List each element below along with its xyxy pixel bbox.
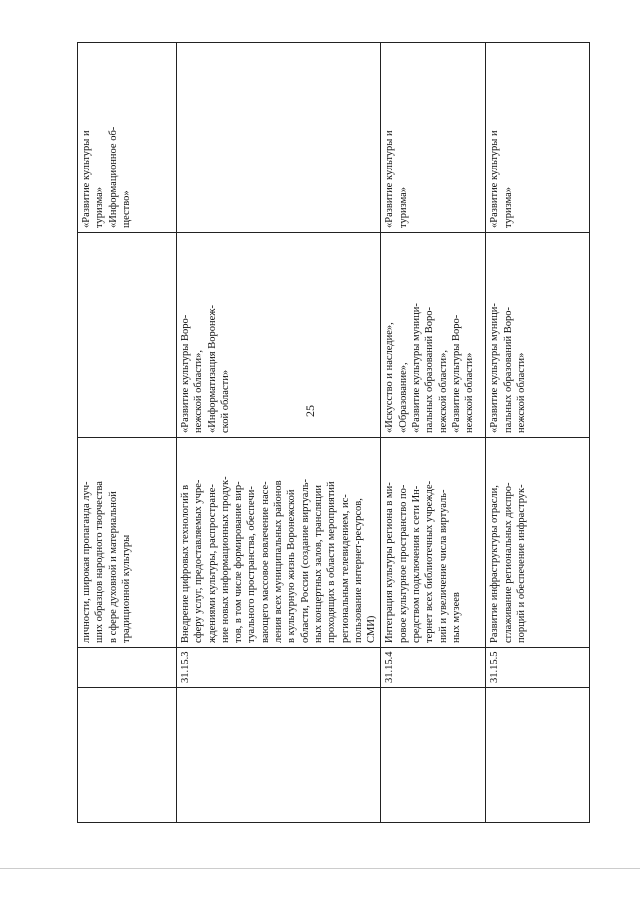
cell-text-line: «Развитие культуры и [81, 130, 92, 228]
cell-code: 31.15.3 [177, 648, 381, 688]
cell-text-line: туального пространства, обеспечи- [246, 486, 258, 643]
cell-code: 31.15.4 [381, 648, 486, 688]
cell-text-line: пальных образований Воро- [424, 307, 436, 433]
cell-text-line: туризма» [502, 186, 514, 228]
cell-blank [177, 688, 381, 823]
cell-text-line: тов, в том числе формирование вир- [233, 481, 245, 643]
table-row [177, 43, 381, 823]
cell-text-line: туризма» [397, 186, 409, 228]
cell-blank [78, 688, 177, 823]
cell-state-programs [177, 43, 381, 233]
cell-text-line: нежской области» [464, 352, 476, 433]
cell-text-line: «Развитие культуры муници- [489, 303, 501, 433]
cell-text-line: средством подключения к сети Ин- [411, 485, 423, 643]
cell-text-line: туризма» [94, 186, 106, 228]
cell-text-line: «Информационное об- [107, 126, 119, 228]
cell-text-line: сферу услуг, предоставляемых учре- [193, 479, 205, 643]
cell-text-line: ших образцов народного творчества [94, 481, 106, 643]
cell-text-line: порций и обеспечение инфраструк- [516, 484, 528, 643]
cell-text-line: вающего массовое вовлечение насе- [259, 481, 271, 643]
cell-text-line: «Искусство и наследие», [384, 322, 396, 433]
cell-state-programs [381, 43, 486, 233]
cell-text-line: личности, широкая пропаганда луч- [81, 481, 92, 643]
cell-description [381, 438, 486, 648]
cell-text-line: сглаживание региональных диспро- [502, 482, 514, 643]
cell-description [486, 438, 590, 648]
cell-programs [78, 233, 177, 438]
cell-code [78, 648, 177, 688]
cell-text-line: проходящих в области мероприятий [326, 481, 338, 643]
cell-text-line: щество» [120, 190, 132, 228]
strategy-table [77, 42, 590, 823]
cell-text-line: ждениями культуры, распростране- [206, 484, 218, 643]
cell-description [177, 438, 381, 648]
cell-text-line: СМИ) [366, 615, 378, 643]
cell-text-line: «Развитие культуры Воро- [450, 314, 462, 433]
cell-description [78, 438, 177, 648]
cell-text-line: ровое культурное пространство по- [397, 484, 409, 643]
cell-text-line: в сфере духовной и материальной [107, 491, 119, 643]
cell-text-line: «Образование», [397, 362, 409, 433]
cell-text-line: «Развитие культуры муници- [411, 303, 423, 433]
cell-code: 31.15.5 [486, 648, 590, 688]
table-row [381, 43, 486, 823]
cell-programs [381, 233, 486, 438]
cell-text-line: ний и увеличение числа виртуаль- [437, 489, 449, 643]
cell-text-line: нежской области» [516, 352, 528, 433]
cell-text-line: «Информатизация Воронеж- [206, 304, 218, 433]
cell-text-line: Внедрение цифровых технологий в [180, 484, 191, 643]
cell-text-line: пользование интернет-ресурсов, [352, 498, 364, 643]
cell-text-line: Развитие инфраструктуры отрасли, [489, 485, 501, 643]
cell-text-line: традиционной культуры [120, 534, 132, 643]
cell-text-line: «Развитие культуры и [384, 130, 396, 228]
cell-text-line: области, России (создание виртуаль- [299, 478, 311, 643]
cell-text-line: в культурную жизнь Воронежской [286, 489, 298, 643]
cell-text-line: ных музеев [450, 592, 462, 643]
cell-text-line: ления всех муниципальных районов [273, 480, 285, 643]
table-row [486, 43, 590, 823]
cell-state-programs [486, 43, 590, 233]
cell-text-line: региональным телевидением, ис- [339, 494, 351, 643]
cell-blank [486, 688, 590, 823]
cell-text-line: пальных образований Воро- [502, 307, 514, 433]
cell-programs [177, 233, 381, 438]
page-bottom-rule [0, 868, 640, 869]
cell-state-programs [78, 43, 177, 233]
cell-programs [486, 233, 590, 438]
rotated-table-container [77, 43, 565, 823]
page-number: 25 [303, 405, 317, 417]
cell-text-line: ных концертных залов, трансляции [312, 485, 324, 643]
cell-blank [381, 688, 486, 823]
cell-text-line: ние новых информационных продук- [219, 476, 231, 643]
cell-text-line: ской области» [219, 369, 231, 433]
cell-text-line: «Развитие культуры и [489, 130, 501, 228]
cell-text-line: «Развитие культуры Воро- [180, 314, 191, 433]
cell-text-line: нежской области», [437, 349, 449, 433]
cell-text-line: нежской области», [193, 349, 205, 433]
cell-text-line: тернет всех библиотечных учрежде- [424, 480, 436, 643]
cell-text-line: Интеграция культуры региона в ми- [384, 482, 396, 643]
table-row [78, 43, 177, 823]
